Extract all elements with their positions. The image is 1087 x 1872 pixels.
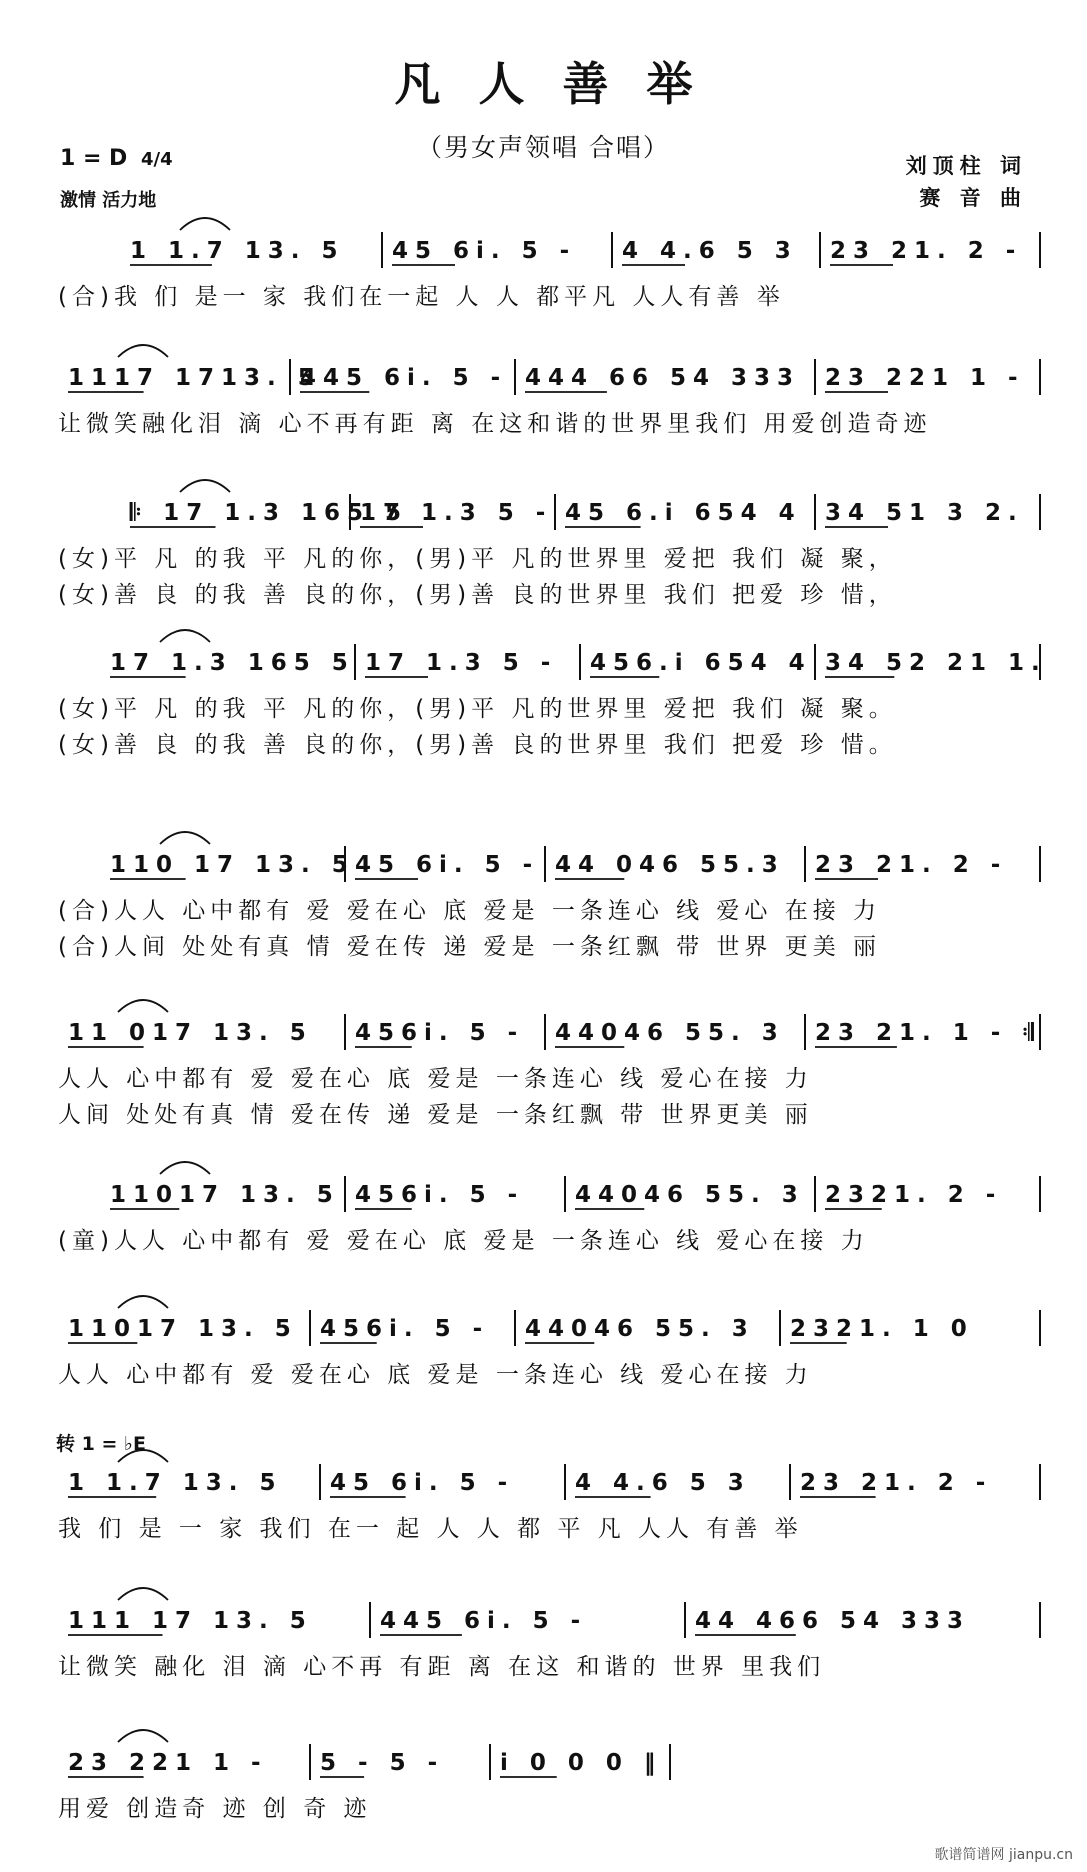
note-measure: 45 6i. 5 - [355, 852, 540, 878]
slur [160, 630, 210, 642]
note-measure: 34 52 21 1. [825, 650, 1047, 676]
note-measure: 23 21. 2 - [815, 852, 1008, 878]
score-system [58, 1588, 1040, 1680]
note-measure: 17 1.3 5 - [360, 500, 553, 526]
lyric-line: (合)人间 处处有真 情 爱在传 递 爱是 一条红飘 带 世界 更美 丽 [58, 934, 882, 960]
note-measure: 44046 55. 3 [525, 1316, 755, 1342]
note-measure: 23 21. 2 - [830, 238, 1023, 264]
note-measure: 45 6i. 5 - [392, 238, 577, 264]
lyric-line: 用爱 创造奇 迹 创 奇 迹 [58, 1796, 372, 1822]
note-measure: 110 17 13. 5 [110, 852, 355, 878]
watermark: 歌谱简谱网 jianpu.cn [934, 1847, 1073, 1863]
slur [160, 1162, 210, 1174]
lyric-line: (女)平 凡 的我 平 凡的你，(男)平 凡的世界里 爱把 我们 凝 聚， [58, 546, 897, 572]
note-measure: 44 466 54 333 [695, 1608, 971, 1634]
note-measure: 44046 55. 3 [555, 1020, 785, 1046]
slur [118, 1000, 168, 1012]
lyric-line: (女)善 良 的我 善 良的你，(男)善 良的世界里 我们 把爱 珍 惜， [58, 582, 897, 608]
slur [118, 1450, 168, 1462]
score-system [58, 1450, 1040, 1542]
note-measure: 34 51 3 2. [825, 500, 1024, 526]
lyricist: 刘顶柱 词 [905, 154, 1027, 178]
score-system [58, 480, 1040, 608]
note-measure: 445 6i. 5 - [300, 365, 508, 391]
note-measure: 45 6.i 654 4 [565, 500, 802, 526]
note-measure: 2321. 1 0 [790, 1316, 974, 1342]
note-measure: 456.i 654 4 [590, 650, 812, 676]
note-measure: 456i. 5 - [320, 1316, 490, 1342]
lyric-line: (童)人人 心中都有 爱 爱在心 底 爱是 一条连心 线 爱心在接 力 [58, 1228, 869, 1254]
note-measure: 𝄆 17 1.3 165 5 [130, 500, 408, 526]
note-measure: 4 4.6 5 3 [575, 1470, 751, 1496]
lyric-line: 让微笑融化泪 滴 心不再有距 离 在这和谐的世界里我们 用爱创造奇迹 [58, 411, 932, 437]
slur [118, 1588, 168, 1600]
key-label: 1 = D [60, 146, 128, 171]
modulation-marking: 转 1 = ♭E [56, 1433, 146, 1455]
slur [160, 832, 210, 844]
time-signature: 4/4 [141, 149, 173, 170]
song-title: 凡人善举 [394, 57, 731, 111]
score-system [58, 1162, 1040, 1254]
score-system [58, 218, 1040, 310]
note-measure: 11 017 13. 5 [68, 1020, 313, 1046]
tempo-marking: 激情 活力地 [60, 190, 157, 211]
slur [118, 1730, 168, 1742]
note-measure: 1 1.7 13. 5 [130, 238, 345, 264]
score-system [58, 1730, 670, 1822]
slur [180, 480, 230, 492]
lyric-line: (合)我 们 是一 家 我们在一起 人 人 都平凡 人人有善 举 [58, 284, 785, 310]
lyric-line: 我 们 是 一 家 我们 在一 起 人 人 都 平 凡 人人 有善 举 [58, 1516, 803, 1542]
score-system [58, 345, 1040, 437]
note-measure: 5 - 5 - [320, 1750, 445, 1776]
note-measure: 45 6i. 5 - [330, 1470, 515, 1496]
lyric-line: (合)人人 心中都有 爱 爱在心 底 爱是 一条连心 线 爱心 在接 力 [58, 898, 882, 924]
note-measure: 23 21. 1 - 𝄇 [815, 1020, 1041, 1046]
slur [180, 218, 230, 230]
score-system [58, 1000, 1041, 1128]
score-system [58, 630, 1047, 758]
note-measure: 11017 13. 5 [110, 1182, 340, 1208]
note-measure: 44 046 55.3 [555, 852, 785, 878]
score-system [58, 832, 1040, 960]
note-measure: 445 6i. 5 - [380, 1608, 588, 1634]
note-measure: 44046 55. 3 [575, 1182, 805, 1208]
note-measure: 2321. 2 - [825, 1182, 1003, 1208]
song-subtitle: （男女声领唱 合唱） [417, 133, 670, 162]
note-measure: 23 221 1 - [825, 365, 1025, 391]
lyric-line: (女)善 良 的我 善 良的你，(男)善 良的世界里 我们 把爱 珍 惜。 [58, 732, 897, 758]
note-measure: 1 1.7 13. 5 [68, 1470, 283, 1496]
note-measure: i 0 0 0 ‖ [500, 1750, 663, 1776]
note-measure: 23 21. 2 - [800, 1470, 993, 1496]
note-measure: 17 1.3 5 - [365, 650, 558, 676]
lyric-line: 让微笑 融化 泪 滴 心不再 有距 离 在这 和谐的 世界 里我们 [58, 1654, 826, 1680]
note-measure: 456i. 5 - [355, 1020, 525, 1046]
lyric-line: 人间 处处有真 情 爱在传 递 爱是 一条红飘 带 世界更美 丽 [58, 1102, 813, 1128]
note-measure: 1117 1713. 5 [68, 365, 321, 391]
note-measure: 444 66 54 333 [525, 365, 801, 391]
lyric-line: 人人 心中都有 爱 爱在心 底 爱是 一条连心 线 爱心在接 力 [58, 1066, 813, 1092]
score-system [58, 1296, 1040, 1388]
slur [118, 1296, 168, 1308]
slur [118, 345, 168, 357]
note-measure: 11017 13. 5 [68, 1316, 298, 1342]
note-measure: 111 17 13. 5 [68, 1608, 313, 1634]
note-measure: 17 1.3 165 5 [110, 650, 355, 676]
note-measure: 4 4.6 5 3 [622, 238, 798, 264]
lyric-line: (女)平 凡 的我 平 凡的你，(男)平 凡的世界里 爱把 我们 凝 聚。 [58, 696, 897, 722]
note-measure: 23 221 1 - [68, 1750, 268, 1776]
note-measure: 456i. 5 - [355, 1182, 525, 1208]
lyric-line: 人人 心中都有 爱 爱在心 底 爱是 一条连心 线 爱心在接 力 [58, 1362, 813, 1388]
composer: 赛 音 曲 [919, 186, 1027, 210]
